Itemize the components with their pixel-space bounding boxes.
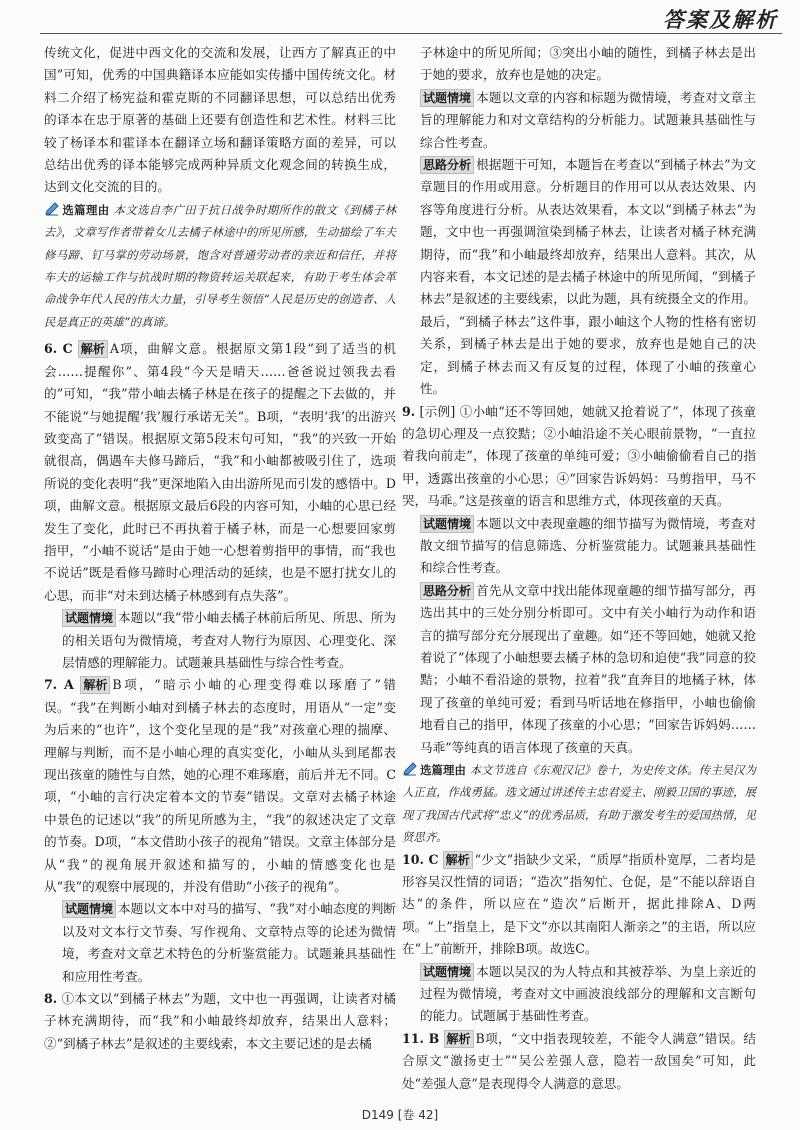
right-column: [402, 42, 756, 1095]
question-10-answer: [402, 849, 756, 961]
answer-text: ①本文以“到橘子林去”为题，文中也一再强调，让读者对橘子林充满期待，而“我”和小岫最终却放弃，结果出人意料；②“到橘子林去”是叙述的主要线索，本文主要记述的是去橘: [44, 991, 396, 1051]
question-9-situation: [402, 513, 756, 580]
situation-tag: 试题情境: [62, 900, 116, 918]
pencil-icon: [402, 762, 418, 776]
selection-reason-1: [44, 199, 396, 333]
situation-text: 本题以文章的内容和标题为微情境，考查对文章主旨的理解能力和对文章结构的分析能力。试题兼具基础性与综合性考查。: [420, 89, 756, 150]
thinking-tag: 思路分析: [420, 156, 474, 174]
selection-reason-text: 本文节选自《东观汉记》卷十，为史传文体。传主吴汉为人正直，作战勇猛。选文通过讲述传主忠君爱主、刚毅卫国的事迹，展现了我国古代武将“忠义”的优秀品质，有助于激发考生的爱国热情，见贤思齐。: [402, 763, 756, 845]
left-column: [44, 42, 396, 1055]
question-8-analysis: [402, 154, 756, 400]
situation-text: 本题以文中表现童趣的细节描写为微情境，考查对散文细节描写的信息筛选、分析鉴赏能力。试题兼具基础性和综合性考查。: [420, 515, 756, 576]
question-10-situation: [402, 961, 756, 1028]
analysis-text: B项，“暗示小岫的心理变得难以琢磨了”错误。“我”在判断小岫对到橘子林去的态度时，用语从“一定”变为后来的“也许”，这个变化呈现的是“我”对孩童心理的揣摩、理解与判断，而不是小岫心理的真实变化，小岫从头到尾都表现出孩童的随性与自然，她的心理不难琢磨，前后并无不同。C项，“小岫的言行决定着本文的节奏”错误。文章对去橘子林途中景色的记述以“我”的所见所感为主，“我”的叙述决定了文章的节奏。D项，“本文借助小孩子的视角”错误。文章主体部分是从“我”的视角展开叙述和描写的，小岫的情感变化也是从“我”的观察中展现的，并没有借助“小孩子的视角”。: [44, 677, 396, 895]
question-11-answer: [402, 1028, 756, 1095]
analysis-text: B项，“文中指表现较差，不能令人满意”错误。结合原文“激扬吏士”“吴公差强人意，隐若一敌国矣”可知，此处“差强人意”是表现得令人满意的意思。: [402, 1030, 756, 1091]
situation-tag: 试题情境: [420, 89, 474, 107]
question-number: 9.: [402, 403, 416, 419]
question-7-situation: [44, 898, 396, 988]
analysis-tag: 解析: [443, 851, 473, 869]
selection-reason-text: 本文选自李广田于抗日战争时期所作的散文《到橘子林去》，文章写作者带着女儿去橘子林途中的所见所感，生动描绘了车夫修马蹄、钉马掌的劳动场景，饱含对普通劳动者的亲近和信任，并将车夫的运输工作与抗战时期的物资转运关联起来，有助于考生体会革命战争年代人民的伟大力量，引导考生领悟“人民是历史的创造者、人民是真正的英雄”的真谛。: [44, 202, 396, 329]
question-number: 7. A: [44, 677, 74, 693]
situation-text: 本题以“我”带小岫去橘子林前后所见、所思、所为的相关语句为微情境，考查对人物行为原因、心理变化、深层情感的理解能力。试题兼具基础性与综合性考查。: [62, 610, 396, 670]
question-8-answer: [44, 988, 396, 1055]
question-7-answer: [44, 674, 396, 898]
situation-tag: 试题情境: [62, 609, 116, 627]
question-number: 8.: [44, 991, 58, 1007]
situation-tag: 试题情境: [420, 515, 474, 533]
answer-text: [示例] ①小岫“还不等回她，她就又抢着说了”，体现了孩童的急切心理及一点狡黠；②小岫沿途不关心眼前景物，“一直拉着我向前走”，体现了孩童的单纯可爱；③小岫偷偷看自己的指甲，透露出孩童的小心思；④“回家告诉妈妈：马剪指甲，马不哭，马乖。”这是孩童的语言和思维方式，体现孩童的天真。: [402, 403, 756, 509]
analysis-tag: 解析: [78, 340, 108, 358]
analysis-text: “少文”指缺少文采，“质厚”指质朴宽厚，二者均是形容吴汉性情的词语；“造次”指匆忙、仓促，是“不能以辞语自达”的条件，所以应在“造次”后断开，据此排除A、D两项。“上”指皇上，是下文“亦以其南阳人渐亲之”的主语，所以应在“上”前断开，排除B项。故选C。: [402, 851, 756, 957]
analysis-tag: 解析: [80, 676, 110, 694]
question-8-continued: 子林途中的所见所闻；③突出小岫的随性，到橘子林去是出于她的要求，放弃也是她的决定。: [420, 45, 756, 83]
thinking-text: 首先从文章中找出能体现童趣的细节描写部分，再选出其中的三处分别分析即可。文中有关小岫行为动作和语言的描写部分充分展现出了童趣。如“还不等回她，她就又抢着说了”体现了小岫想要去橘子林的急切和迫使“我”同意的狡黠；小岫不看沿途的景物，拉着“我”直奔目的地橘子林，体现了孩童的单纯可爱；看到马听话地在修指甲，小岫也偷偷地看自己的指甲，体现了孩童的小心思；“回家告诉妈妈……马乖”等纯真的语言体现了孩童的天真。: [420, 582, 756, 755]
situation-text: 本题以文本中对马的描写、“我”对小岫态度的判断以及对文本行文节奏、写作视角、文章特点等的论述为微情境，考查对文章艺术特色的分析鉴赏能力。试题兼具基础性和应用性考查。: [62, 901, 396, 984]
header-rule: [40, 33, 782, 34]
situation-tag: 试题情境: [420, 963, 474, 981]
page-footer: D149 [卷 42]: [361, 1108, 439, 1122]
question-number: 11. B: [402, 1030, 440, 1046]
question-9-answer: [402, 401, 756, 513]
situation-text: 本题以吴汉的为人特点和其被荐举、为皇上亲近的过程为微情境，考查对文中画波浪线部分的理解和文言断句的能力。试题属于基础性考查。: [420, 963, 756, 1024]
question-number: 6. C: [44, 341, 73, 357]
question-8-situation: [402, 87, 756, 154]
question-9-analysis: [402, 580, 756, 759]
analysis-text: A项，曲解文意。根据原文第1段“到了适当的机会……提醒你”、第4段“今天是晴天……爸爸说过领我去看的”可知，“我”带小岫去橘子林是在孩子的提醒之下去做的，并不能说“与她提醒‘我’履行承诺无关”。B项，“表明‘我’的出游兴致变高了”错误。根据原文第5段末句可知，“我”的兴致一开始就很高，偶遇车夫修马蹄后，“我”和小岫都被吸引住了，选项所说的变化表明“我”更深地陷入由出游所见而引发的感悟中。D项，曲解文意。根据原文最后6段的内容可知，小岫的心思已经发生了变化，此时已不再执着于橘子林，而是一心想要回家剪指甲，“小岫不说话”是由于她一心想着剪指甲的事情，而“我也不说话”既是看修马蹄时心理活动的延续，也是不愿打扰女儿的心思，而非“对未到达橘子林感到有点失落”。: [44, 341, 396, 603]
question-6-situation: [44, 607, 396, 674]
selection-reason-title: 选篇理由: [62, 202, 110, 217]
selection-reason-2: [402, 759, 756, 849]
analysis-tag: 解析: [444, 1030, 474, 1048]
intro-paragraph: 传统文化，促进中西文化的交流和发展，让西方了解真正的中国”可知，优秀的中国典籍译本应能如实传播中国传统文化。材料二介绍了杨宪益和霍克斯的不同翻译思想，可以总结出优秀的译本在忠于原著的基础上还要有创造性和艺术性。材料三比较了杨译本和霍译本在翻译立场和翻译策略方面的差异，可以总结出优秀的译本能够完成两种异质文化观念间的转换生成，达到文化交流的目的。: [44, 45, 396, 195]
pencil-icon: [44, 202, 60, 216]
page-header-title: 答案及解析: [663, 7, 778, 32]
question-6-answer: [44, 338, 396, 607]
thinking-tag: 思路分析: [420, 582, 474, 600]
selection-reason-title: 选篇理由: [420, 763, 466, 777]
question-number: 10. C: [402, 851, 439, 867]
thinking-text: 根据题干可知，本题旨在考查以“到橘子林去”为文章题目的作用或用意。分析题目的作用可以从表达效果、内容等角度进行分析。从表达效果看，本文以“到橘子林去”为题，文中也一再强调渲染到橘子林去，让读者对橘子林充满期待，而“我”和小岫最终却放弃，结果出人意料。其次，从内容来看，本文记述的是去橘子林途中的所见所闻，“到橘子林去”是叙述的主要线索，以此为题，具有统摄全文的作用。最后，“到橘子林去”这件事，跟小岫这个人物的性格有密切关系，到橘子林去是出于她的要求，放弃也是她自己的决定，到橘子林去而又有反复的过程，体现了小岫的孩童心性。: [420, 157, 756, 397]
